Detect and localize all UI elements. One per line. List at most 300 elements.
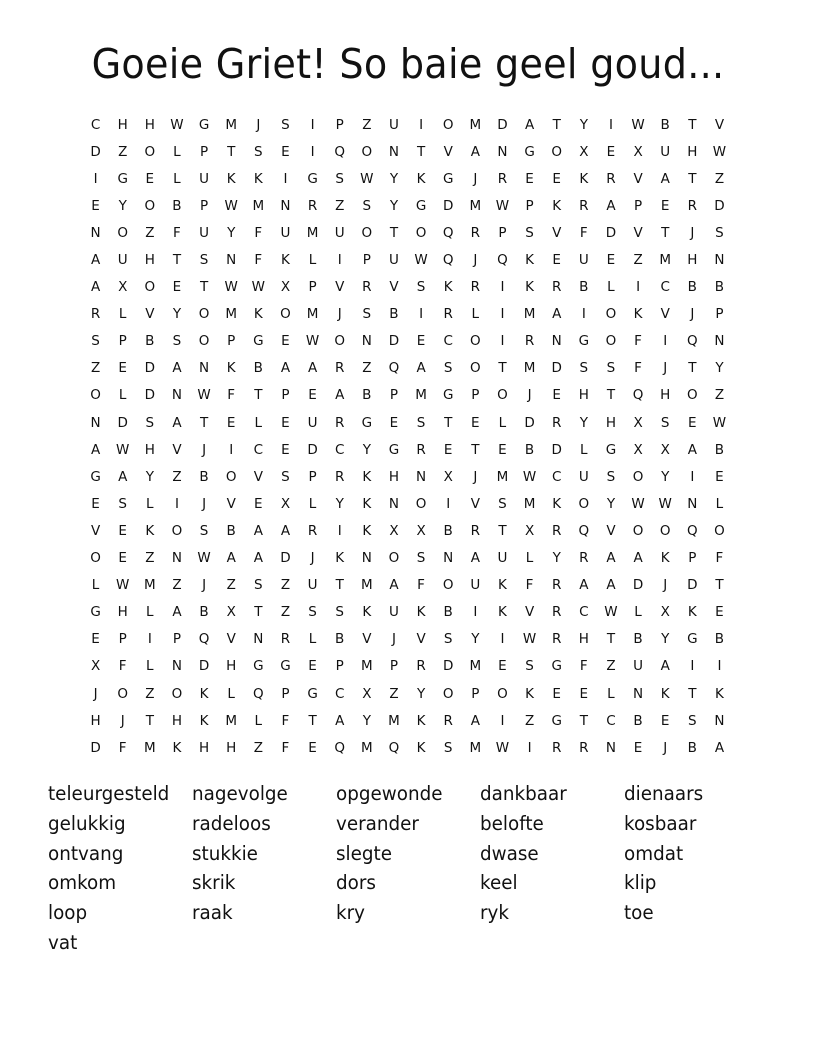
grid-letter: E bbox=[715, 604, 724, 621]
grid-letter: G bbox=[117, 170, 128, 187]
grid-letter: J bbox=[690, 224, 695, 241]
grid-letter: Z bbox=[633, 252, 643, 269]
grid-letter: A bbox=[714, 739, 725, 756]
grid-letter: K bbox=[362, 468, 372, 485]
grid-letter: L bbox=[118, 306, 127, 323]
grid-letter: O bbox=[497, 387, 508, 404]
grid-letter: A bbox=[307, 360, 318, 377]
grid-letter: J bbox=[337, 306, 342, 323]
grid-letter: R bbox=[334, 468, 345, 485]
grid-letter: D bbox=[524, 414, 535, 431]
grid-letter: S bbox=[443, 360, 453, 377]
grid-letter: B bbox=[253, 360, 263, 377]
grid-letter: I bbox=[473, 604, 478, 621]
grid-letter: Y bbox=[362, 441, 371, 458]
grid-letter: S bbox=[362, 306, 372, 323]
grid-letter: D bbox=[280, 550, 291, 567]
grid-letter: I bbox=[337, 252, 342, 269]
grid-letter: B bbox=[443, 522, 453, 539]
grid-letter: K bbox=[416, 739, 426, 756]
grid-letter: T bbox=[199, 414, 209, 431]
grid-letter: P bbox=[471, 387, 480, 404]
grid-letter: L bbox=[227, 685, 235, 702]
grid-letter: I bbox=[500, 333, 505, 350]
grid-letter: R bbox=[579, 197, 589, 214]
grid-letter: Y bbox=[606, 495, 616, 512]
grid-letter: H bbox=[226, 739, 237, 756]
grid-letter: V bbox=[362, 631, 372, 648]
grid-letter: Z bbox=[714, 170, 725, 187]
grid-letter: M bbox=[225, 712, 238, 729]
grid-letter: F bbox=[579, 224, 588, 241]
grid-letter: K bbox=[281, 252, 290, 269]
grid-letter: J bbox=[93, 685, 98, 702]
grid-letter: G bbox=[307, 170, 318, 187]
grid-letter: M bbox=[415, 387, 427, 404]
grid-letter: D bbox=[442, 658, 454, 675]
grid-letter: W bbox=[522, 631, 537, 648]
grid-letter: I bbox=[147, 631, 152, 648]
grid-letter: X bbox=[389, 522, 399, 539]
grid-letter: Q bbox=[578, 522, 590, 539]
grid-letter: A bbox=[172, 604, 182, 621]
grid-letter: R bbox=[280, 631, 291, 648]
grid-letter: Y bbox=[335, 495, 344, 512]
grid-letter: T bbox=[389, 224, 399, 241]
grid-letter: M bbox=[659, 252, 672, 269]
grid-letter: N bbox=[497, 143, 508, 160]
word-list-item: kosbaar bbox=[624, 811, 697, 835]
grid-letter: N bbox=[388, 495, 399, 512]
grid-letter: H bbox=[117, 604, 128, 621]
grid-letter: L bbox=[308, 495, 317, 512]
grid-letter: Q bbox=[388, 739, 400, 756]
grid-letter: T bbox=[579, 712, 588, 729]
grid-letter: I bbox=[636, 279, 641, 296]
grid-letter: O bbox=[632, 468, 644, 485]
grid-letter: O bbox=[90, 387, 101, 404]
grid-letter: I bbox=[500, 306, 505, 323]
grid-letter: E bbox=[606, 252, 616, 269]
grid-letter: S bbox=[335, 604, 344, 621]
grid-letter: Q bbox=[632, 387, 644, 404]
grid-letter: A bbox=[524, 116, 535, 133]
grid-letter: Y bbox=[145, 468, 154, 485]
grid-letter: I bbox=[174, 495, 179, 512]
grid-letter: K bbox=[498, 604, 507, 621]
grid-letter: E bbox=[281, 333, 290, 350]
grid-letter: Q bbox=[252, 685, 264, 702]
grid-letter: W bbox=[116, 441, 130, 458]
grid-letter: K bbox=[525, 685, 534, 702]
grid-letter: O bbox=[469, 333, 481, 350]
grid-letter: G bbox=[307, 685, 318, 702]
grid-letter: I bbox=[581, 306, 586, 323]
grid-letter: R bbox=[579, 550, 589, 567]
grid-letter: M bbox=[360, 739, 373, 756]
grid-letter: K bbox=[253, 306, 263, 323]
grid-letter: E bbox=[91, 495, 100, 512]
grid-letter: I bbox=[690, 468, 695, 485]
grid-letter: N bbox=[714, 333, 725, 350]
grid-letter: I bbox=[717, 658, 722, 675]
grid-letter: A bbox=[226, 550, 236, 567]
grid-letter: S bbox=[254, 577, 263, 594]
grid-letter: D bbox=[117, 414, 128, 431]
word-list-item: opgewonde bbox=[336, 782, 443, 805]
grid-letter: E bbox=[660, 197, 670, 214]
grid-letter: Z bbox=[90, 360, 101, 377]
grid-letter: K bbox=[633, 306, 643, 323]
grid-letter: O bbox=[117, 224, 128, 241]
grid-letter: Y bbox=[389, 170, 399, 187]
grid-letter: S bbox=[308, 604, 317, 621]
grid-letter: A bbox=[253, 550, 263, 567]
word-list-item: dienaars bbox=[624, 782, 704, 805]
grid-letter: K bbox=[335, 550, 345, 567]
grid-letter: A bbox=[687, 441, 697, 458]
grid-letter: V bbox=[226, 495, 236, 512]
word-list-item: verander bbox=[336, 811, 419, 835]
grid-letter: S bbox=[281, 116, 290, 133]
grid-letter: T bbox=[606, 387, 616, 404]
grid-letter: V bbox=[443, 143, 453, 160]
grid-letter: A bbox=[579, 577, 589, 594]
grid-letter: E bbox=[281, 414, 290, 431]
grid-letter: U bbox=[199, 170, 209, 187]
grid-letter: A bbox=[470, 712, 480, 729]
grid-letter: U bbox=[117, 252, 128, 269]
grid-letter: I bbox=[527, 739, 532, 756]
grid-letter: W bbox=[631, 495, 645, 512]
grid-letter: S bbox=[118, 495, 127, 512]
grid-letter: L bbox=[580, 441, 588, 458]
grid-letter: U bbox=[633, 658, 643, 675]
grid-letter: Q bbox=[442, 224, 454, 241]
grid-letter: A bbox=[118, 468, 128, 485]
grid-letter: B bbox=[172, 197, 182, 214]
grid-letter: O bbox=[442, 116, 454, 133]
grid-letter: D bbox=[90, 739, 101, 756]
grid-letter: T bbox=[688, 116, 697, 133]
grid-letter: T bbox=[172, 252, 182, 269]
grid-letter: H bbox=[388, 468, 400, 485]
grid-letter: Y bbox=[118, 197, 127, 214]
grid-letter: U bbox=[334, 224, 345, 241]
grid-letter: K bbox=[416, 712, 426, 729]
grid-letter: A bbox=[90, 279, 101, 296]
grid-letter: V bbox=[226, 631, 236, 648]
grid-letter: N bbox=[687, 495, 698, 512]
grid-letter: L bbox=[254, 712, 263, 729]
grid-letter: Y bbox=[172, 306, 182, 323]
grid-letter: U bbox=[307, 414, 318, 431]
word-list-item: stukkie bbox=[192, 841, 258, 865]
grid-letter: P bbox=[688, 550, 697, 567]
grid-letter: B bbox=[714, 279, 725, 296]
grid-letter: L bbox=[91, 577, 100, 594]
grid-letter: P bbox=[281, 685, 290, 702]
grid-letter: J bbox=[202, 577, 207, 594]
grid-letter: K bbox=[362, 604, 372, 621]
grid-letter: V bbox=[714, 116, 725, 133]
grid-letter: V bbox=[389, 279, 399, 296]
grid-letter: I bbox=[663, 333, 668, 350]
grid-letter: A bbox=[172, 360, 182, 377]
grid-letter: A bbox=[606, 197, 616, 214]
grid-letter: Y bbox=[389, 197, 399, 214]
grid-letter: M bbox=[252, 197, 265, 214]
grid-letter: W bbox=[604, 604, 618, 621]
grid-letter: Z bbox=[335, 197, 345, 214]
grid-letter: B bbox=[226, 522, 236, 539]
grid-letter: S bbox=[443, 631, 453, 648]
grid-letter: Y bbox=[579, 414, 588, 431]
grid-letter: T bbox=[606, 631, 616, 648]
grid-letter: L bbox=[254, 414, 263, 431]
word-list-item: klip bbox=[624, 871, 657, 895]
grid-letter: Z bbox=[524, 712, 535, 729]
grid-letter: G bbox=[524, 143, 535, 160]
grid-letter: K bbox=[253, 170, 263, 187]
grid-letter: U bbox=[660, 143, 671, 160]
grid-letter: K bbox=[416, 604, 426, 621]
grid-letter: X bbox=[226, 604, 236, 621]
grid-letter: E bbox=[308, 387, 317, 404]
grid-letter: X bbox=[633, 441, 643, 458]
grid-letter: K bbox=[498, 577, 507, 594]
grid-letter: G bbox=[361, 414, 373, 431]
grid-letter: H bbox=[198, 739, 210, 756]
grid-letter: W bbox=[712, 414, 727, 431]
grid-letter: T bbox=[688, 170, 697, 187]
grid-letter: C bbox=[443, 333, 453, 350]
word-list-item: dankbaar bbox=[480, 782, 567, 805]
grid-letter: E bbox=[688, 414, 697, 431]
grid-letter: G bbox=[605, 441, 617, 458]
grid-letter: I bbox=[500, 712, 505, 729]
grid-letter: B bbox=[443, 604, 453, 621]
grid-letter: D bbox=[442, 197, 454, 214]
grid-letter: R bbox=[551, 739, 562, 756]
grid-letter: W bbox=[522, 468, 537, 485]
grid-letter: X bbox=[524, 522, 535, 539]
grid-letter: U bbox=[388, 604, 399, 621]
grid-letter: B bbox=[687, 279, 697, 296]
grid-letter: T bbox=[254, 387, 263, 404]
grid-letter: N bbox=[443, 550, 454, 567]
grid-letter: O bbox=[551, 143, 562, 160]
grid-letter: L bbox=[471, 306, 480, 323]
grid-letter: G bbox=[198, 116, 210, 133]
grid-letter: M bbox=[143, 577, 156, 594]
grid-letter: O bbox=[361, 143, 373, 160]
grid-letter: A bbox=[280, 360, 291, 377]
grid-letter: G bbox=[280, 658, 291, 675]
word-list-item: belofte bbox=[480, 811, 544, 835]
grid-letter: F bbox=[281, 739, 290, 756]
word-list bbox=[48, 779, 768, 958]
grid-letter: S bbox=[660, 414, 670, 431]
grid-letter: N bbox=[361, 550, 372, 567]
grid-letter: I bbox=[310, 116, 315, 133]
grid-letter: D bbox=[551, 441, 562, 458]
grid-letter: E bbox=[254, 495, 263, 512]
grid-letter: X bbox=[118, 279, 128, 296]
grid-letter: Z bbox=[606, 658, 616, 675]
grid-letter: R bbox=[307, 197, 318, 214]
grid-letter: Z bbox=[362, 360, 372, 377]
grid-letter: Y bbox=[552, 550, 561, 567]
grid-letter: L bbox=[173, 170, 181, 187]
grid-letter: O bbox=[225, 468, 237, 485]
grid-letter: D bbox=[687, 577, 698, 594]
grid-letter: E bbox=[552, 170, 561, 187]
grid-letter: J bbox=[473, 468, 478, 485]
grid-letter: P bbox=[227, 333, 236, 350]
grid-letter: K bbox=[172, 739, 182, 756]
grid-letter: O bbox=[171, 685, 183, 702]
grid-letter: K bbox=[525, 252, 534, 269]
grid-letter: N bbox=[171, 550, 182, 567]
grid-letter: L bbox=[118, 387, 127, 404]
grid-letter: M bbox=[360, 577, 373, 594]
grid-letter: S bbox=[172, 333, 182, 350]
grid-letter: V bbox=[606, 522, 616, 539]
grid-letter: O bbox=[497, 685, 508, 702]
word-list-item: loop bbox=[48, 901, 88, 925]
grid-letter: V bbox=[633, 170, 643, 187]
grid-letter: W bbox=[495, 739, 510, 756]
grid-letter: K bbox=[579, 170, 589, 187]
grid-letter: M bbox=[523, 495, 536, 512]
grid-letter: P bbox=[199, 143, 209, 160]
grid-letter: V bbox=[172, 441, 182, 458]
grid-letter: J bbox=[663, 360, 668, 377]
grid-letter: Q bbox=[686, 522, 698, 539]
grid-letter: M bbox=[523, 306, 536, 323]
grid-letter: D bbox=[198, 658, 210, 675]
grid-letter: A bbox=[470, 143, 480, 160]
grid-letter: I bbox=[93, 170, 98, 187]
grid-letter: E bbox=[172, 279, 182, 296]
grid-letter: K bbox=[660, 550, 670, 567]
grid-letter: X bbox=[90, 658, 101, 675]
grid-letter: H bbox=[144, 116, 155, 133]
grid-letter: R bbox=[497, 170, 508, 187]
grid-letter: O bbox=[659, 522, 671, 539]
grid-letter: S bbox=[498, 495, 507, 512]
grid-letter: C bbox=[334, 441, 345, 458]
grid-letter: T bbox=[552, 116, 561, 133]
grid-letter: U bbox=[578, 252, 589, 269]
grid-letter: P bbox=[525, 197, 534, 214]
grid-letter: O bbox=[605, 306, 617, 323]
grid-letter: H bbox=[660, 387, 671, 404]
word-list-item: ryk bbox=[480, 901, 510, 925]
grid-letter: S bbox=[335, 170, 344, 187]
letter-grid bbox=[82, 111, 733, 761]
grid-letter: I bbox=[690, 658, 695, 675]
grid-letter: E bbox=[281, 441, 290, 458]
grid-letter: P bbox=[389, 658, 399, 675]
grid-letter: R bbox=[551, 522, 562, 539]
grid-letter: I bbox=[229, 441, 234, 458]
word-list-item: raak bbox=[192, 901, 233, 925]
grid-letter: P bbox=[471, 685, 480, 702]
grid-letter: A bbox=[90, 441, 101, 458]
grid-letter: N bbox=[714, 252, 725, 269]
grid-letter: K bbox=[416, 170, 426, 187]
grid-letter: H bbox=[687, 252, 698, 269]
grid-letter: Z bbox=[253, 739, 263, 756]
grid-letter: I bbox=[419, 116, 424, 133]
grid-letter: B bbox=[335, 631, 345, 648]
grid-letter: E bbox=[443, 441, 453, 458]
grid-letter: I bbox=[310, 143, 315, 160]
grid-letter: E bbox=[308, 739, 317, 756]
grid-letter: N bbox=[280, 197, 291, 214]
grid-letter: R bbox=[524, 333, 535, 350]
grid-letter: B bbox=[199, 604, 209, 621]
grid-letter: B bbox=[199, 468, 209, 485]
grid-letter: B bbox=[660, 116, 670, 133]
grid-letter: N bbox=[416, 468, 427, 485]
grid-letter: A bbox=[253, 522, 263, 539]
grid-letter: M bbox=[469, 116, 482, 133]
grid-letter: E bbox=[471, 414, 480, 431]
grid-letter: K bbox=[687, 604, 697, 621]
grid-letter: W bbox=[197, 387, 211, 404]
grid-letter: Z bbox=[389, 685, 399, 702]
grid-letter: X bbox=[280, 495, 291, 512]
grid-letter: Z bbox=[145, 550, 155, 567]
grid-letter: M bbox=[225, 116, 238, 133]
grid-letter: G bbox=[415, 197, 427, 214]
grid-letter: X bbox=[443, 468, 453, 485]
grid-letter: G bbox=[388, 441, 400, 458]
grid-letter: J bbox=[202, 441, 207, 458]
grid-letter: F bbox=[173, 224, 181, 241]
grid-letter: T bbox=[444, 414, 453, 431]
grid-letter: R bbox=[443, 306, 453, 323]
grid-letter: D bbox=[551, 360, 562, 377]
grid-letter: T bbox=[416, 143, 426, 160]
grid-letter: U bbox=[280, 224, 291, 241]
grid-letter: K bbox=[443, 279, 453, 296]
grid-letter: K bbox=[552, 495, 562, 512]
grid-letter: T bbox=[661, 224, 670, 241]
grid-letter: K bbox=[362, 495, 372, 512]
grid-letter: U bbox=[388, 116, 399, 133]
grid-letter: E bbox=[498, 658, 507, 675]
grid-letter: O bbox=[144, 279, 156, 296]
grid-letter: A bbox=[552, 306, 562, 323]
grid-letter: B bbox=[687, 739, 697, 756]
grid-letter: T bbox=[335, 577, 344, 594]
grid-letter: T bbox=[688, 360, 697, 377]
grid-letter: J bbox=[663, 739, 668, 756]
grid-letter: O bbox=[605, 333, 617, 350]
grid-letter: V bbox=[552, 224, 562, 241]
grid-letter: I bbox=[500, 279, 505, 296]
grid-letter: D bbox=[90, 143, 101, 160]
grid-letter: K bbox=[199, 685, 209, 702]
grid-letter: D bbox=[144, 387, 156, 404]
grid-letter: D bbox=[605, 224, 617, 241]
grid-letter: V bbox=[335, 279, 345, 296]
grid-letter: G bbox=[90, 468, 101, 485]
